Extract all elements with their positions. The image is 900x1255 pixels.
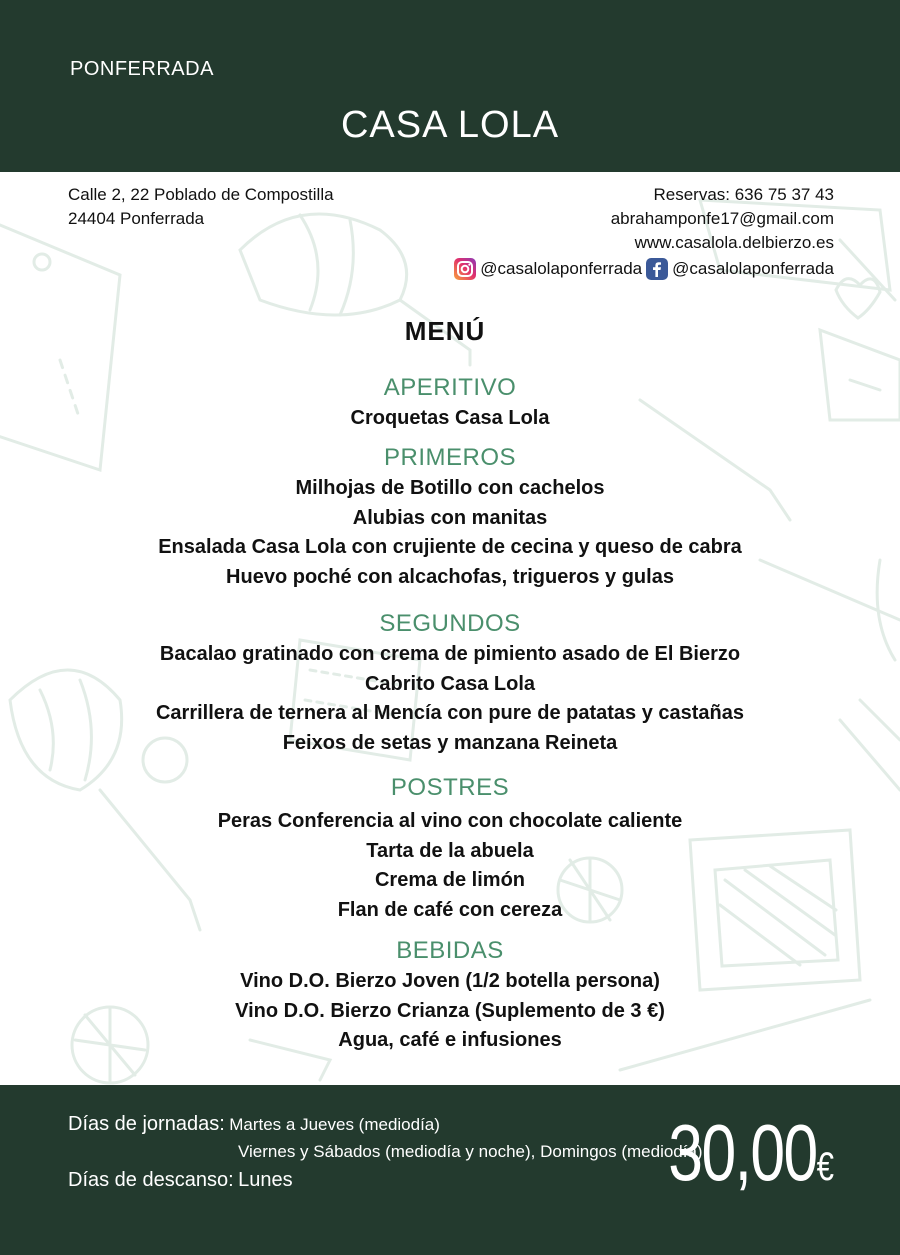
city-name: PONFERRADA xyxy=(70,58,214,80)
opening-days-value-2: Viernes y Sábados (mediodía y noche), Domingos (mediodía) xyxy=(238,1142,703,1161)
section-title: BEBIDAS xyxy=(396,937,504,964)
menu-price xyxy=(668,1107,832,1199)
menu-item: Peras Conferencia al vino con chocolate caliente xyxy=(217,810,683,832)
address-block xyxy=(68,183,334,231)
website-link[interactable]: www.casalola.delbierzo.es xyxy=(634,233,834,252)
menu-item: Carrillera de ternera al Mencía con pure de patatas y castañas xyxy=(155,702,745,724)
reservations-phone[interactable]: Reservas: 636 75 37 43 xyxy=(653,185,834,204)
menu-item: Agua, café e infusiones xyxy=(338,1029,562,1051)
menu-section-bebidas xyxy=(0,935,900,1056)
menu-item: Croquetas Casa Lola xyxy=(350,407,550,429)
header-banner xyxy=(0,0,900,172)
section-title: APERITIVO xyxy=(383,374,517,401)
instagram-icon[interactable] xyxy=(454,258,476,280)
restaurant-name: CASA LOLA xyxy=(340,104,560,146)
address-line-1: Calle 2, 22 Poblado de Compostilla xyxy=(68,185,334,204)
menu-item: Bacalao gratinado con crema de pimiento asado de El Bierzo xyxy=(159,643,741,665)
footer-banner xyxy=(0,1085,900,1255)
rest-days-row xyxy=(68,1169,293,1192)
opening-days-row xyxy=(68,1113,440,1136)
menu-section-segundos xyxy=(0,608,900,758)
menu-item: Cabrito Casa Lola xyxy=(364,672,536,695)
menu-item: Vino D.O. Bierzo Joven (1/2 botella persona) xyxy=(240,970,660,992)
facebook-handle[interactable]: @casalolaponferrada xyxy=(672,259,834,278)
menu-item: Huevo poché con alcachofas, trigueros y gulas xyxy=(226,565,674,588)
menu-item: Crema de limón xyxy=(374,869,526,891)
section-title: POSTRES xyxy=(390,774,510,801)
rest-days-label: Días de descanso: xyxy=(68,1169,234,1191)
address-line-2: 24404 Ponferrada xyxy=(68,209,205,228)
section-title: SEGUNDOS xyxy=(379,610,521,637)
opening-days-label: Días de jornadas: xyxy=(68,1113,225,1135)
section-title: PRIMEROS xyxy=(383,444,516,471)
menu-item: Milhojas de Botillo con cachelos xyxy=(295,477,605,499)
menu-section-aperitivo xyxy=(0,372,900,434)
rest-days-value: Lunes xyxy=(238,1169,293,1191)
social-links xyxy=(454,257,834,281)
menu-section-postres xyxy=(0,772,900,925)
menu-section-primeros xyxy=(0,442,900,592)
instagram-handle[interactable]: @casalolaponferrada xyxy=(480,259,643,278)
menu-item: Feixos de setas y manzana Reineta xyxy=(282,731,618,754)
menu-item: Flan de café con cereza xyxy=(337,898,563,921)
opening-days-value: Martes a Jueves (mediodía) xyxy=(229,1115,440,1134)
price-currency: € xyxy=(816,1145,832,1189)
menu-item: Tarta de la abuela xyxy=(366,839,534,862)
email-address[interactable]: abrahamponfe17@gmail.com xyxy=(610,209,834,228)
menu-title: MENÚ xyxy=(404,316,486,346)
menu-item: Ensalada Casa Lola con crujiente de cecina y queso de cabra xyxy=(158,536,742,558)
menu-item: Alubias con manitas xyxy=(352,506,548,529)
price-amount: 30,00 xyxy=(667,1108,817,1197)
menu-item: Vino D.O. Bierzo Crianza (Suplemento de 3 €) xyxy=(235,999,665,1022)
contact-block xyxy=(454,183,834,281)
facebook-icon[interactable] xyxy=(646,258,668,280)
